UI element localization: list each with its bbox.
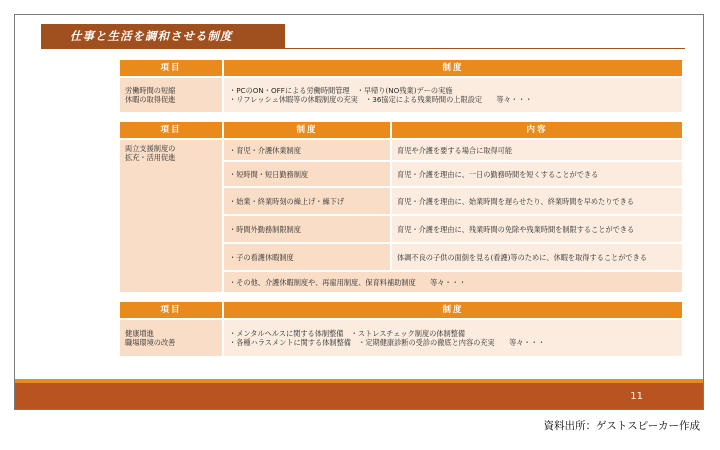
table2-row-2-content: 育児・介護を理由に、一日の勤務時間を短くすることができる (392, 162, 682, 186)
table2-row-3-policy: ・始業・終業時刻の繰上げ・繰下げ (224, 188, 390, 214)
table2-header-content: 内容 (392, 122, 682, 138)
title-underline (41, 48, 685, 49)
table2-row-3-content: 育児・介護を理由に、始業時間を遅らせたり、終業時間を早めたりできる (392, 188, 682, 214)
health-workplace-table (118, 300, 684, 358)
table2-row-5-content: 体調不良の子供の面倒を見る(看護)等のために、休暇を取得することができる (392, 244, 682, 270)
table3-policy-line-2: ・各種ハラスメントに関する体制整備 ・定期健康診断の受診の徹底と内容の充実 等々・・・ (229, 338, 546, 347)
table1-header-item: 項目 (120, 60, 222, 76)
slide (14, 14, 704, 410)
table2-category (120, 140, 222, 292)
table1-policy-cell (224, 78, 682, 112)
page-number: 11 (630, 391, 643, 402)
table1-header-policy: 制度 (224, 60, 682, 76)
table3-policy-line-1: ・メンタルヘルスに関する体制整備 ・ストレスチェック制度の体制整備 (229, 329, 466, 338)
source-note: 資料出所：ゲストスピーカー作成 (543, 420, 700, 432)
table2-row-4-content: 育児・介護を理由に、残業時間の免除や残業時間を制限することができる (392, 216, 682, 242)
table1-category (120, 78, 222, 112)
support-system-table (118, 120, 684, 294)
table3-category-line-1: 健康増進 (125, 329, 154, 338)
table1-category-line-1: 労働時間の短縮 (125, 86, 176, 95)
table2-category-line-1: 両立支援制度の (125, 144, 176, 153)
table2-category-line-2: 拡充・活用促進 (125, 153, 176, 162)
table1-category-line-2: 休暇の取得促進 (125, 95, 176, 104)
table2-header-policy: 制度 (224, 122, 390, 138)
work-hours-table (118, 58, 684, 114)
table3-header-item: 項目 (120, 302, 222, 318)
table2-header-item: 項目 (120, 122, 222, 138)
table3-category (120, 320, 222, 356)
table1-policy-line-1: ・PCのON・OFFによる労働時間管理 ・早帰り(NO残業)デーの実施 (229, 86, 453, 95)
table3-policy-cell (224, 320, 682, 356)
table2-row-1-content: 育児や介護を要する場合に取得可能 (392, 140, 682, 160)
table2-row-4-policy: ・時間外勤務制限制度 (224, 216, 390, 242)
table3-category-line-2: 職場環境の改善 (125, 338, 176, 347)
table2-footer-line: ・その他、介護休暇制度や、再雇用制度、保育料補助制度 等々・・・ (224, 272, 682, 292)
table2-row-5-policy: ・子の看護休暇制度 (224, 244, 390, 270)
table1-policy-line-2: ・リフレッシュ休暇等の休暇制度の充実 ・36協定による残業時間の上限設定 等々・・・ (229, 95, 533, 104)
table2-row-1-policy: ・育児・介護休業制度 (224, 140, 390, 160)
table3-header-policy: 制度 (224, 302, 682, 318)
slide-title: 仕事と生活を調和させる制度 (70, 29, 233, 43)
footer-band (15, 383, 704, 410)
table2-row-2-policy: ・短時間・短日勤務制度 (224, 162, 390, 186)
